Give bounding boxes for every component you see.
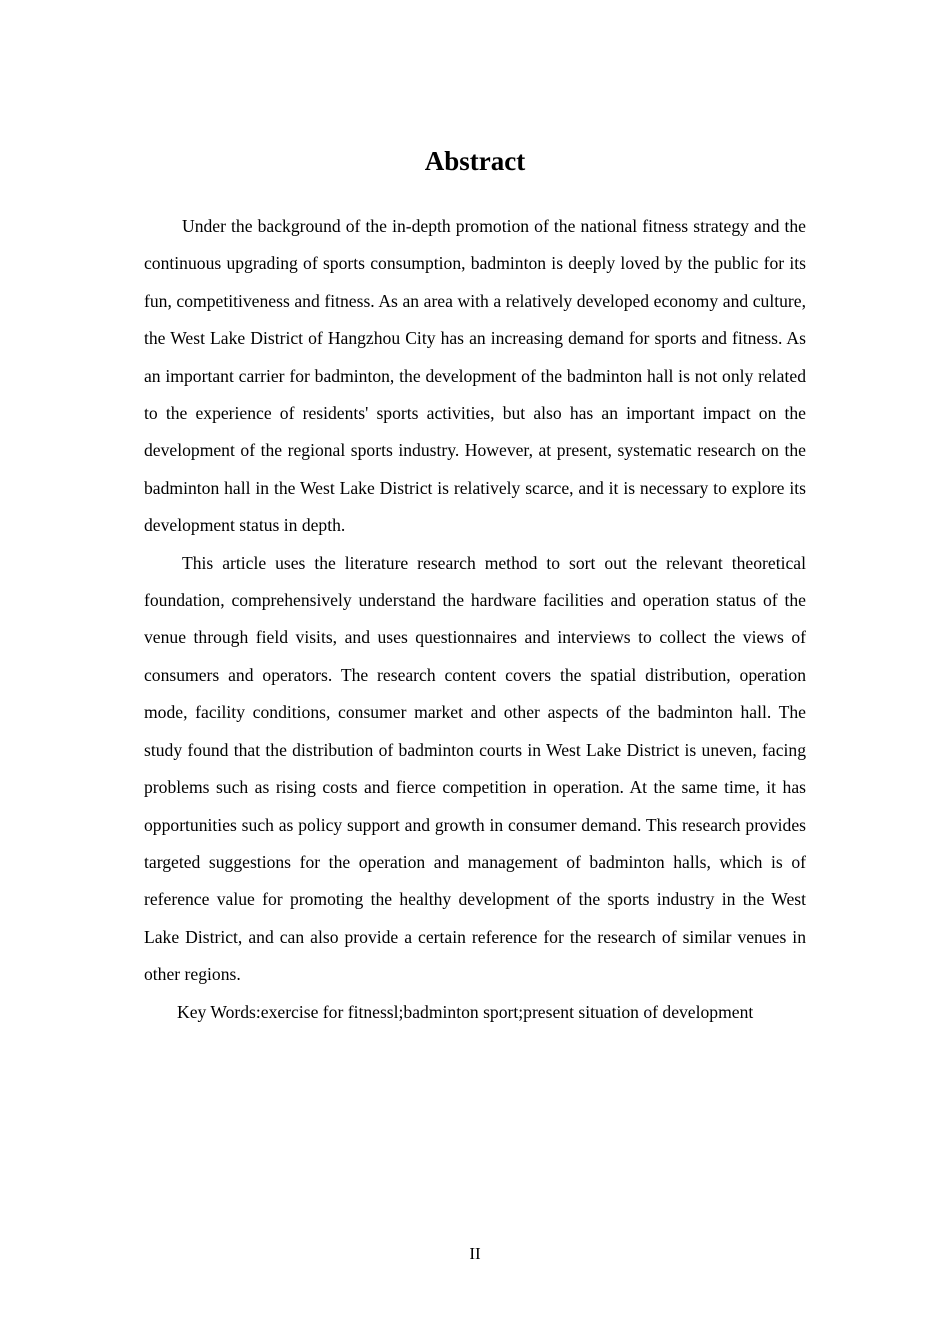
abstract-body bbox=[144, 208, 806, 1031]
abstract-paragraph-2: This article uses the literature research method to sort out the relevant theoretical foundation, comprehensively understand the hardware facilities and operation status of the venue through field visits, and uses questionnaires and interviews to collect the views of consumers and operators. The research content covers the spatial distribution, operation mode, facility conditions, consumer market and other aspects of the badminton hall. The study found that the distribution of badminton courts in West Lake District is uneven, facing problems such as rising costs and fierce competition in operation. At the same time, it has opportunities such as policy support and growth in consumer demand. This research provides targeted suggestions for the operation and management of badminton halls, which is of reference value for promoting the healthy development of the sports industry in the West Lake District, and can also provide a certain reference for the research of similar venues in other regions. bbox=[144, 552, 806, 985]
abstract-title: Abstract bbox=[424, 146, 526, 176]
keywords-line: Key Words:exercise for fitnessl;badminton sport;present situation of development bbox=[177, 1001, 754, 1022]
abstract-paragraph-1: Under the background of the in-depth promotion of the national fitness strategy and the continuous upgrading of sports consumption, badminton is deeply loved by the public for its fun, competitiveness and fitness. As an area with a relatively developed economy and culture, the West Lake District of Hangzhou City has an increasing demand for sports and fitness. As an important carrier for badminton, the development of the badminton hall is not only related to the experience of residents' sports activities, but also has an important impact on the development of the regional sports industry. However, at present, systematic research on the badminton hall in the West Lake District is relatively scarce, and it is necessary to explore its development status in depth. bbox=[144, 216, 806, 536]
page-number: II bbox=[469, 1244, 481, 1263]
